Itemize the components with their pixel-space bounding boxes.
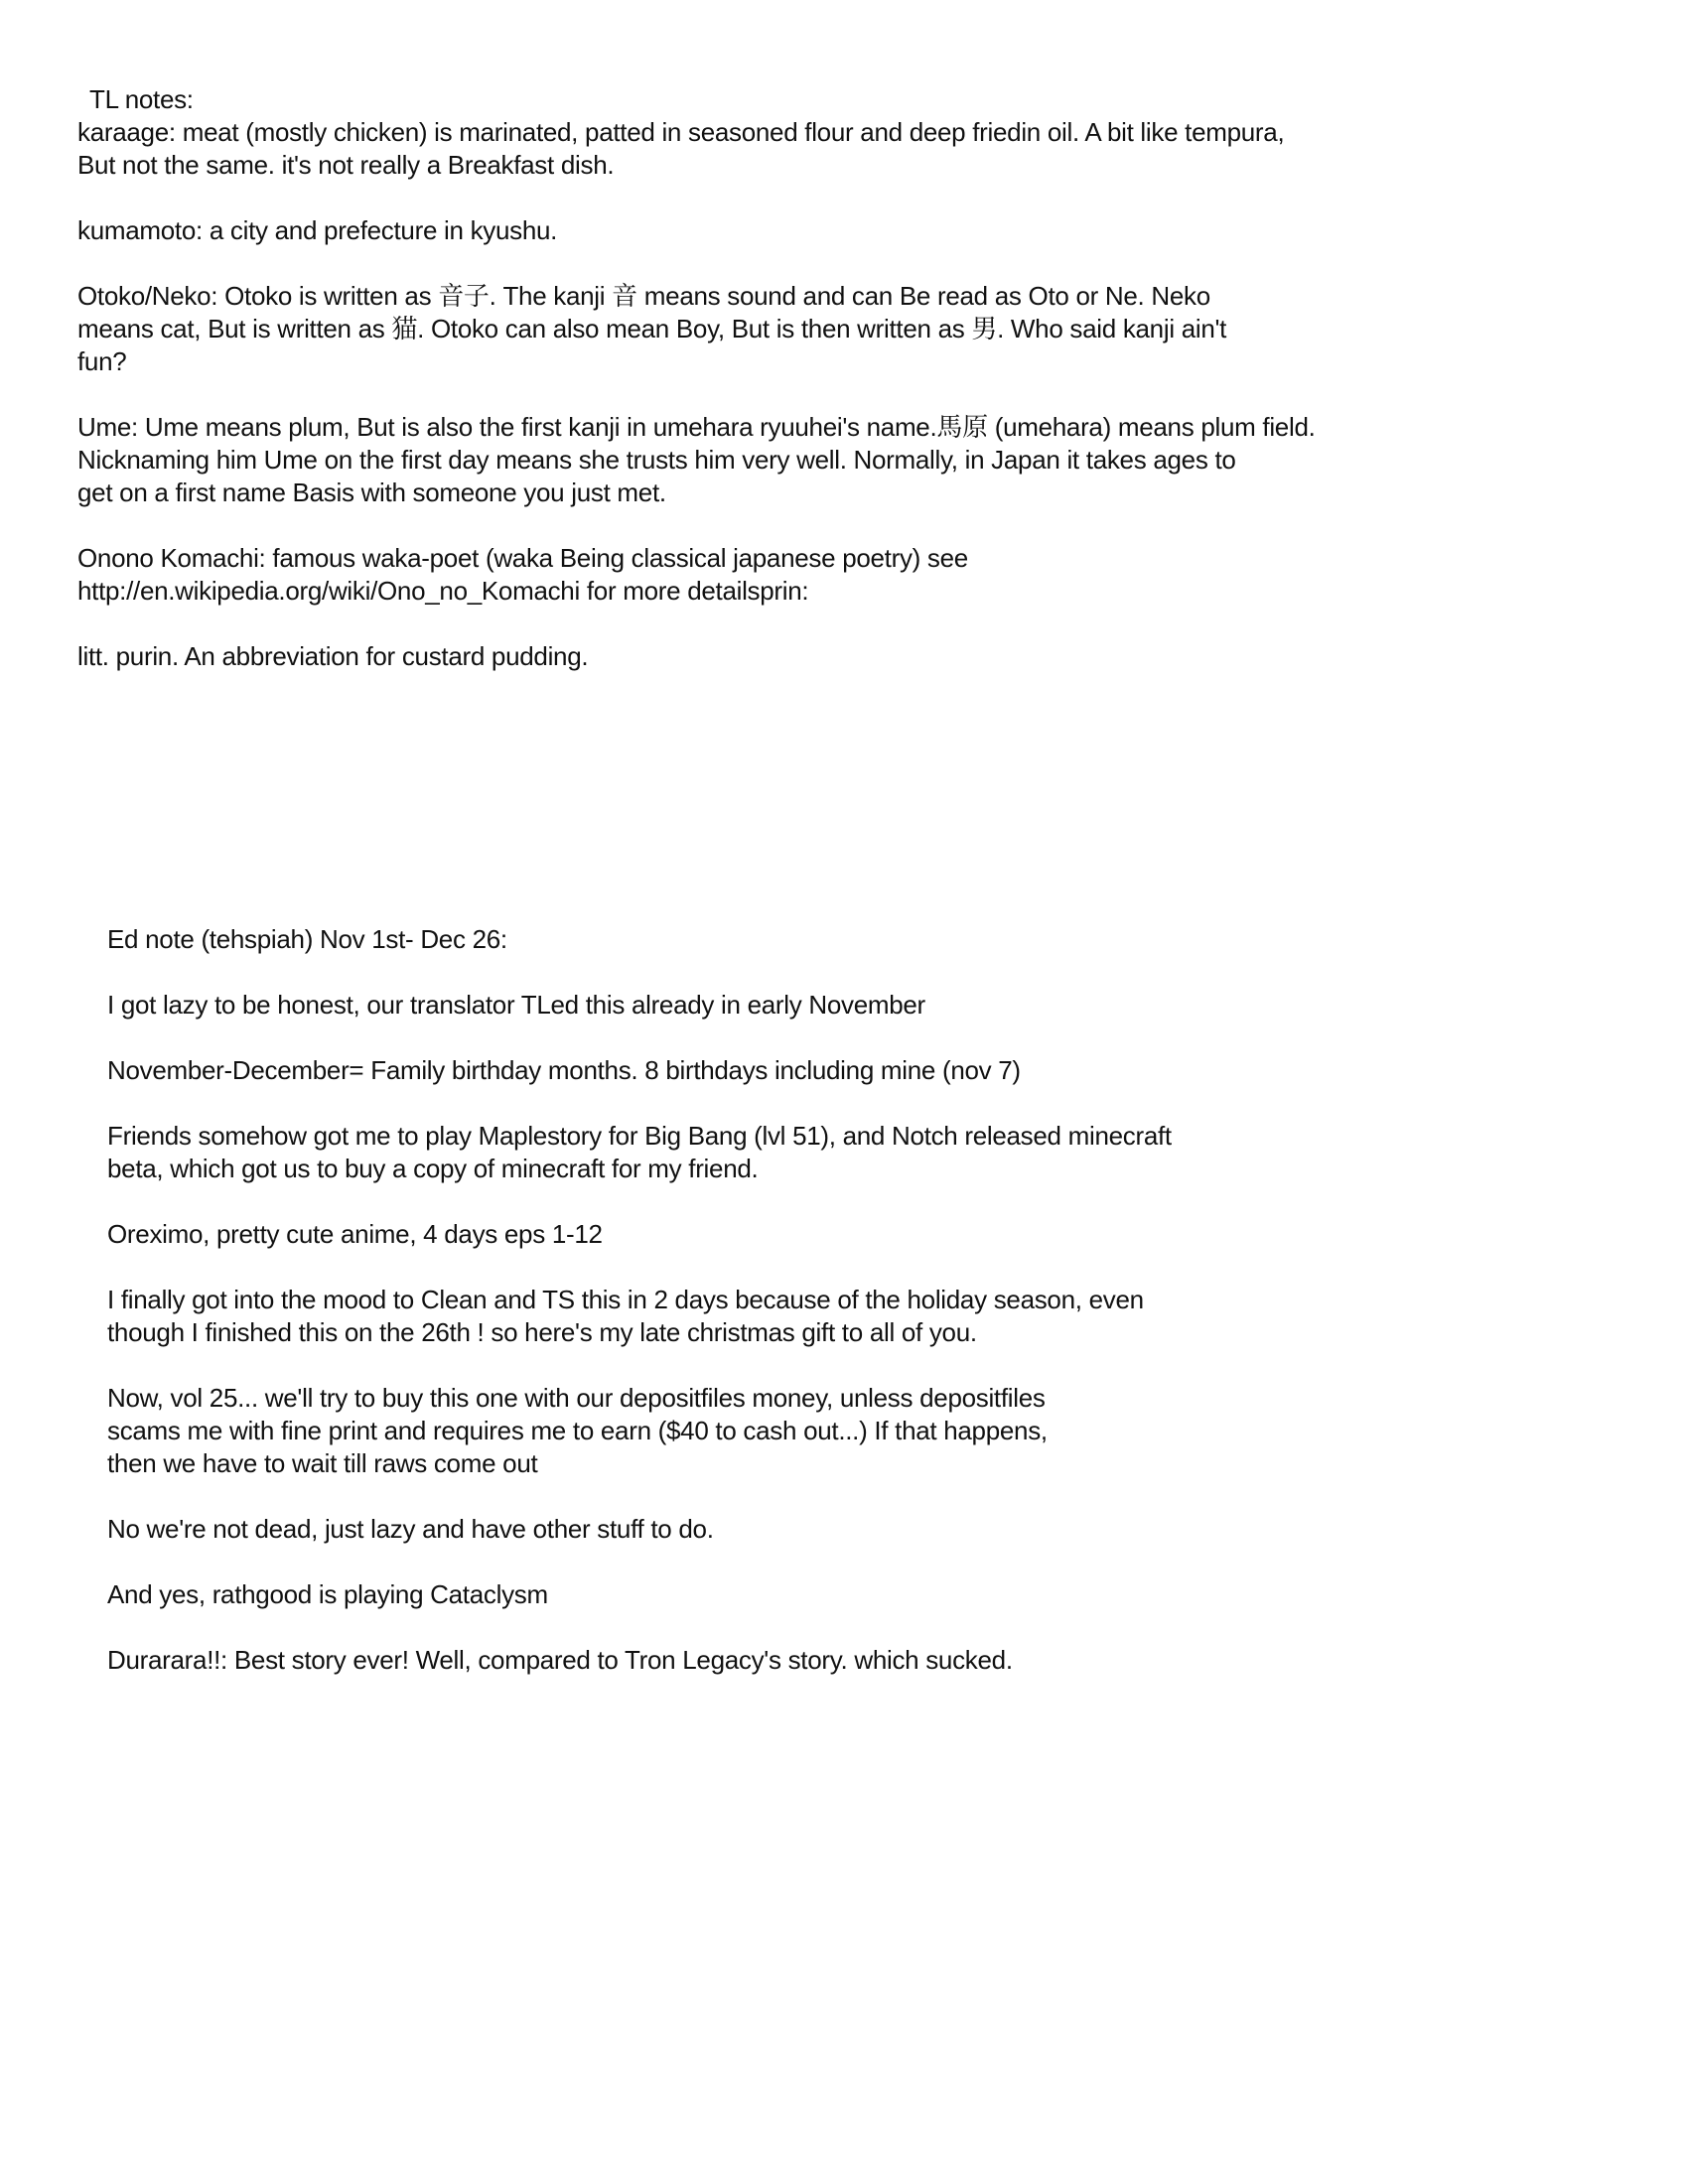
ed-note-paragraph (107, 1054, 1172, 1087)
text-line: scams me with fine print and requires me to earn ($40 to cash out...) If that happens, (107, 1416, 1048, 1445)
text-line: Oreximo, pretty cute anime, 4 days eps 1-12 (107, 1219, 603, 1249)
tl-note-entry (77, 214, 1316, 247)
text-line: http://en.wikipedia.org/wiki/Ono_no_Komachi for more detailsprin: (77, 576, 809, 606)
text-line: fun? (77, 346, 127, 376)
ed-note-paragraph (107, 1644, 1172, 1677)
text-line: then we have to wait till raws come out (107, 1448, 538, 1478)
text-line: I got lazy to be honest, our translator TLed this already in early November (107, 990, 925, 1020)
text-line: Onono Komachi: famous waka-poet (waka Being classical japanese poetry) see (77, 543, 968, 573)
text-line: means cat, But is written as 猫. Otoko can also mean Boy, But is then written as 男. Who said kanji ain't (77, 314, 1227, 343)
text-line: Now, vol 25... we'll try to buy this one with our depositfiles money, unless depositfiles (107, 1383, 1046, 1413)
ed-note-paragraph (107, 989, 1172, 1022)
tl-note-entry (77, 542, 1316, 608)
ed-note-paragraphs (107, 989, 1172, 1677)
tl-note-entry (77, 280, 1316, 378)
ed-note-title: Ed note (tehspiah) Nov 1st- Dec 26: (107, 924, 507, 954)
ed-note-section (107, 923, 1172, 1709)
ed-note-paragraph (107, 1284, 1172, 1349)
text-line: And yes, rathgood is playing Cataclysm (107, 1579, 548, 1609)
ed-note-paragraph (107, 1578, 1172, 1611)
ed-note-paragraph (107, 1382, 1172, 1480)
ed-note-paragraph (107, 1513, 1172, 1546)
text-line: Otoko/Neko: Otoko is written as 音子. The kanji 音 means sound and can Be read as Oto or Ne. Neko (77, 281, 1210, 311)
tl-note-entry (77, 640, 1316, 673)
tl-notes-entries (77, 116, 1316, 673)
tl-note-entry (77, 116, 1316, 182)
text-line: though I finished this on the 26th ! so here's my late christmas gift to all of you. (107, 1317, 977, 1347)
text-line: November-December= Family birthday months. 8 birthdays including mine (nov 7) (107, 1055, 1021, 1085)
tl-notes-title: TL notes: (89, 84, 194, 114)
text-line: Durarara!!: Best story ever! Well, compared to Tron Legacy's story. which sucked. (107, 1645, 1013, 1675)
text-line: No we're not dead, just lazy and have other stuff to do. (107, 1514, 714, 1544)
ed-note-paragraph (107, 1120, 1172, 1185)
text-line: litt. purin. An abbreviation for custard pudding. (77, 641, 589, 671)
text-line: get on a first name Basis with someone you just met. (77, 478, 666, 507)
text-line: Ume: Ume means plum, But is also the first kanji in umehara ryuuhei's name.馬原 (umehara) means plum field. (77, 412, 1316, 442)
tl-note-entry (77, 411, 1316, 509)
text-line: But not the same. it's not really a Breakfast dish. (77, 150, 615, 180)
text-line: Nicknaming him Ume on the first day means she trusts him very well. Normally, in Japan it takes ages to (77, 445, 1236, 475)
ed-note-paragraph (107, 1218, 1172, 1251)
text-line: karaage: meat (mostly chicken) is marinated, patted in seasoned flour and deep friedin oil. A bit like tempura, (77, 117, 1285, 147)
text-line: beta, which got us to buy a copy of minecraft for my friend. (107, 1154, 759, 1183)
tl-notes-section (77, 83, 1316, 706)
text-line: kumamoto: a city and prefecture in kyushu. (77, 215, 558, 245)
text-line: I finally got into the mood to Clean and TS this in 2 days because of the holiday season, even (107, 1285, 1144, 1314)
text-line: Friends somehow got me to play Maplestory for Big Bang (lvl 51), and Notch released minecraft (107, 1121, 1172, 1151)
